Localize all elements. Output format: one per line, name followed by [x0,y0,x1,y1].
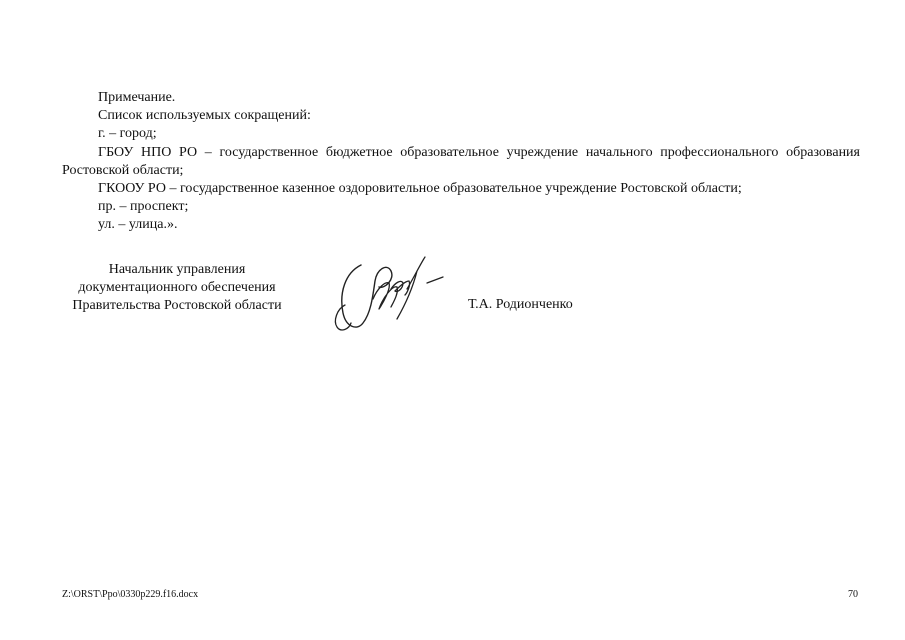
signer-name: Т.А. Родионченко [468,297,573,312]
abbreviation-item: пр. – проспект; [98,199,189,215]
handwritten-signature-icon [333,253,448,335]
footer-file-path: Z:\ORST\Ppo\0330p229.f16.docx [62,589,199,600]
abbreviation-item: ул. – улица.». [98,217,178,233]
note-heading: Примечание. [98,90,176,105]
signer-position-line: Начальник управления [108,262,246,277]
abbreviation-item: г. – город; [98,126,157,142]
signer-position [52,261,302,315]
signer-position-line: Правительства Ростовской области [72,298,282,313]
note-section [62,89,860,235]
abbreviation-item: ГКООУ РО – государственное казенное оздоровительное образовательное учреждение Ростовской области; [98,181,742,197]
page-number: 70 [848,589,858,600]
abbreviations-title: Список используемых сокращений: [98,108,311,124]
signer-position-line: документационного обеспечения [78,280,276,295]
abbreviation-item: ГБОУ НПО РО – государственное бюджетное образовательное учреждение начального профессионального образования Ростовской области; [62,144,860,178]
